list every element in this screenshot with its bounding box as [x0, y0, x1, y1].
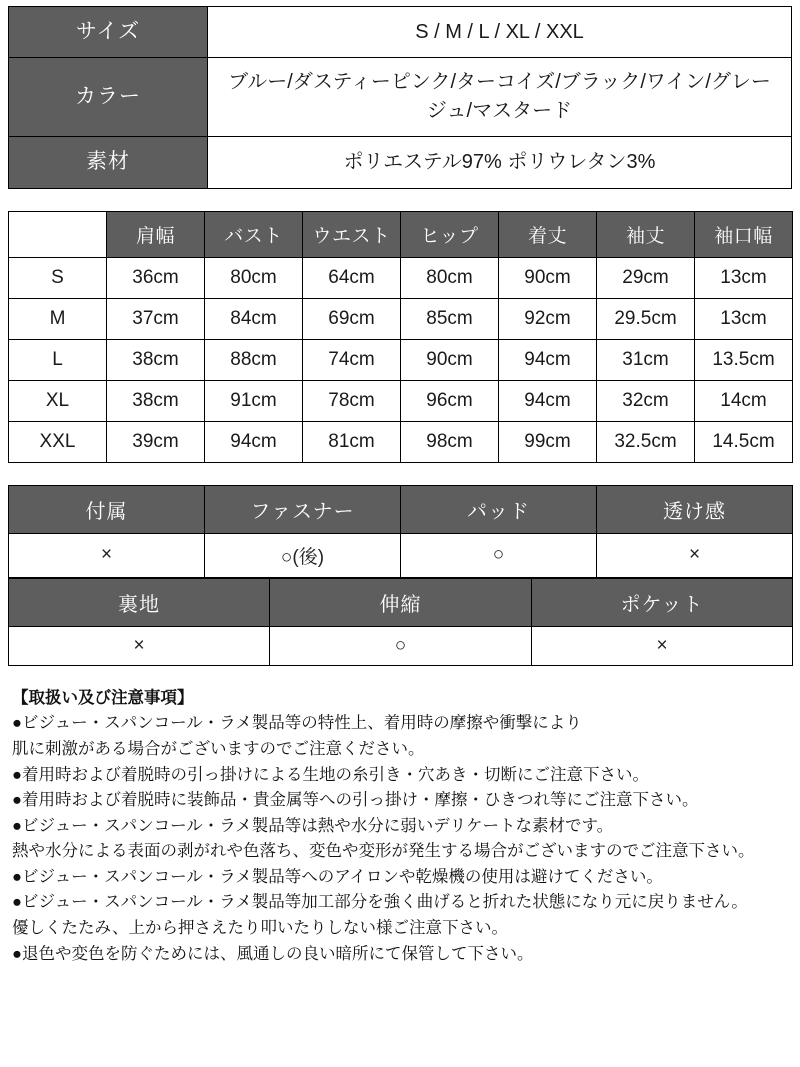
- measurement-cell: 39cm: [107, 421, 205, 462]
- care-note-line: ●退色や変色を防ぐためには、風通しの良い暗所にて保管して下さい。: [12, 944, 534, 963]
- measurement-cell: 32.5cm: [597, 421, 695, 462]
- measurement-cell: 36cm: [107, 257, 205, 298]
- measurement-cell: 31cm: [597, 339, 695, 380]
- feature-value-attachment: ×: [9, 533, 205, 577]
- table-header-row: [9, 211, 793, 257]
- table-row: [9, 257, 793, 298]
- feature-header-attachment: 付属: [9, 485, 205, 533]
- measurement-cell: 90cm: [401, 339, 499, 380]
- measurement-header-3: ウエスト: [303, 211, 401, 257]
- feature-header-zipper: ファスナー: [205, 485, 401, 533]
- table-row: [9, 58, 792, 137]
- measurement-header-2: バスト: [205, 211, 303, 257]
- care-note-line: 優しくたたみ、上から押さえたり叩いたりしない様ご注意下さい。: [12, 918, 508, 937]
- measurement-table: [8, 211, 793, 463]
- measurement-cell: 32cm: [597, 380, 695, 421]
- table-header-row: [9, 578, 793, 626]
- table-row: [9, 298, 793, 339]
- feature-header-pad: パッド: [401, 485, 597, 533]
- measurement-size-l: L: [9, 339, 107, 380]
- measurement-cell: 88cm: [205, 339, 303, 380]
- measurement-header-0: [9, 211, 107, 257]
- feature-header-stretch: 伸縮: [270, 578, 532, 626]
- feature-value-sheerness: ×: [597, 533, 793, 577]
- measurement-cell: 96cm: [401, 380, 499, 421]
- measurement-cell: 99cm: [499, 421, 597, 462]
- measurement-size-s: S: [9, 257, 107, 298]
- measurement-size-m: M: [9, 298, 107, 339]
- spec-label-color: カラー: [9, 58, 208, 137]
- measurement-cell: 80cm: [401, 257, 499, 298]
- measurement-cell: 64cm: [303, 257, 401, 298]
- feature-value-lining: ×: [9, 626, 270, 665]
- care-note-line: ●ビジュー・スパンコール・ラメ製品等の特性上、着用時の摩擦や衝撃により: [12, 714, 582, 733]
- feature-section: [8, 485, 792, 666]
- measurement-cell: 14.5cm: [695, 421, 793, 462]
- feature-table-primary: [8, 485, 793, 578]
- measurement-cell: 94cm: [499, 339, 597, 380]
- care-note-line: ●ビジュー・スパンコール・ラメ製品等へのアイロンや乾燥機の使用は避けてください。: [12, 867, 663, 886]
- table-row: [9, 380, 793, 421]
- measurement-cell: 84cm: [205, 298, 303, 339]
- table-row: [9, 533, 793, 577]
- measurement-header-4: ヒップ: [401, 211, 499, 257]
- measurement-cell: 94cm: [499, 380, 597, 421]
- spec-value-color: ブルー/ダスティーピンク/ターコイズ/ブラック/ワイン/グレージュ/マスタード: [208, 58, 792, 137]
- table-row: [9, 626, 793, 665]
- measurement-cell: 13cm: [695, 257, 793, 298]
- measurement-cell: 98cm: [401, 421, 499, 462]
- feature-header-pocket: ポケット: [532, 578, 793, 626]
- care-notes: [8, 686, 792, 967]
- measurement-cell: 91cm: [205, 380, 303, 421]
- measurement-cell: 37cm: [107, 298, 205, 339]
- measurement-header-1: 肩幅: [107, 211, 205, 257]
- spec-value-material: ポリエステル97% ポリウレタン3%: [208, 137, 792, 188]
- measurement-cell: 38cm: [107, 380, 205, 421]
- spec-label-size: サイズ: [9, 7, 208, 58]
- table-row: [9, 339, 793, 380]
- measurement-cell: 85cm: [401, 298, 499, 339]
- feature-table-secondary: [8, 578, 793, 666]
- care-note-line: ●ビジュー・スパンコール・ラメ製品等は熱や水分に弱いデリケートな素材です。: [12, 816, 614, 835]
- feature-value-pad: ○: [401, 533, 597, 577]
- measurement-header-7: 袖口幅: [695, 211, 793, 257]
- feature-value-pocket: ×: [532, 626, 793, 665]
- feature-header-sheerness: 透け感: [597, 485, 793, 533]
- measurement-section: [8, 211, 792, 463]
- spec-value-size: S / M / L / XL / XXL: [208, 7, 792, 58]
- measurement-cell: 78cm: [303, 380, 401, 421]
- care-note-line: ●着用時および着脱時の引っ掛けによる生地の糸引き・穴あき・切断にご注意下さい。: [12, 765, 649, 784]
- table-row: [9, 137, 792, 188]
- feature-header-lining: 裏地: [9, 578, 270, 626]
- measurement-cell: 81cm: [303, 421, 401, 462]
- measurement-cell: 69cm: [303, 298, 401, 339]
- spec-table: [8, 6, 792, 189]
- care-note-line: ●着用時および着脱時に装飾品・貴金属等への引っ掛け・摩擦・ひきつれ等にご注意下さい。: [12, 791, 699, 810]
- measurement-cell: 94cm: [205, 421, 303, 462]
- care-notes-title: 【取扱い及び注意事項】: [12, 688, 194, 707]
- measurement-cell: 13cm: [695, 298, 793, 339]
- measurement-cell: 74cm: [303, 339, 401, 380]
- spec-label-material: 素材: [9, 137, 208, 188]
- measurement-cell: 14cm: [695, 380, 793, 421]
- care-note-line: 肌に刺激がある場合がございますのでご注意ください。: [12, 740, 425, 758]
- table-row: [9, 421, 793, 462]
- measurement-cell: 13.5cm: [695, 339, 793, 380]
- measurement-size-xxl: XXL: [9, 421, 107, 462]
- measurement-cell: 29.5cm: [597, 298, 695, 339]
- measurement-header-5: 着丈: [499, 211, 597, 257]
- feature-value-zipper: ○(後): [205, 533, 401, 577]
- measurement-size-xl: XL: [9, 380, 107, 421]
- care-note-line: 熱や水分による表面の剥がれや色落ち、変色や変形が発生する場合がございますのでご注意下さい。: [12, 842, 755, 861]
- measurement-cell: 80cm: [205, 257, 303, 298]
- measurement-cell: 38cm: [107, 339, 205, 380]
- measurement-header-6: 袖丈: [597, 211, 695, 257]
- table-header-row: [9, 485, 793, 533]
- measurement-cell: 29cm: [597, 257, 695, 298]
- feature-value-stretch: ○: [270, 626, 532, 665]
- care-note-line: ●ビジュー・スパンコール・ラメ製品等加工部分を強く曲げると折れた状態になり元に戻りません。: [12, 893, 748, 912]
- measurement-cell: 90cm: [499, 257, 597, 298]
- measurement-cell: 92cm: [499, 298, 597, 339]
- table-row: [9, 7, 792, 58]
